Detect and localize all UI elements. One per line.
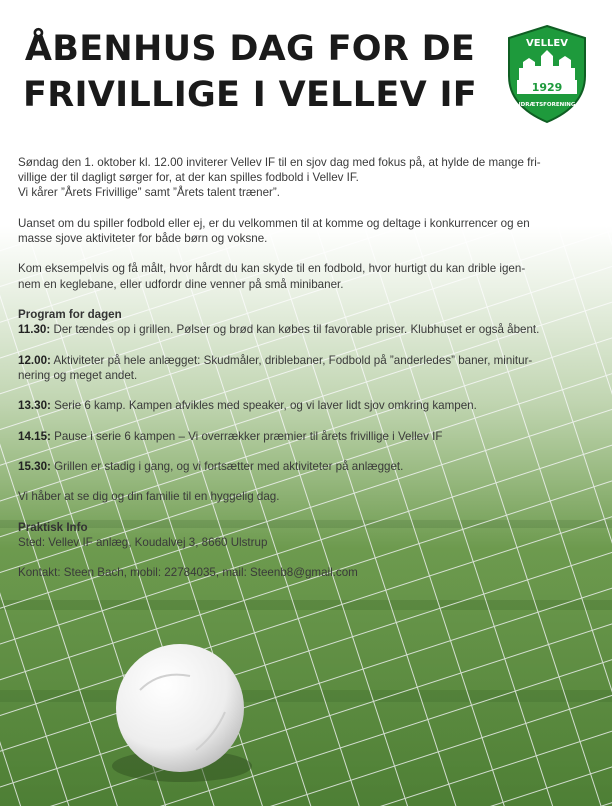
program-item bbox=[18, 353, 588, 368]
program-item bbox=[18, 459, 588, 474]
program-time: 11.30: bbox=[18, 323, 51, 337]
program-text-continued: nering og meget andet. bbox=[18, 368, 138, 382]
intro-line: Vi kårer ”Årets Frivillige” samt ”Årets talent træner”. bbox=[18, 186, 280, 200]
title-line-2: FRIVILLIGE I VELLEV IF bbox=[23, 75, 477, 115]
svg-text:VELLEV: VELLEV bbox=[526, 38, 568, 49]
svg-text:1929: 1929 bbox=[531, 81, 563, 94]
program-time: 12.00: bbox=[18, 353, 51, 367]
program-heading: Program for dagen bbox=[18, 307, 122, 321]
program-text: Aktiviteter på hele anlægget: Skudmåler, driblebaner, Fodbold på ”anderledes” baner, minitur- bbox=[50, 353, 533, 367]
program-item bbox=[18, 398, 588, 413]
intro-line: Søndag den 1. oktober kl. 12.00 inviterer Vellev IF til en sjov dag med fokus på, at hylde de mange fri- bbox=[18, 156, 541, 169]
svg-text:IDRÆTSFORENING: IDRÆTSFORENING bbox=[518, 102, 576, 108]
activities-line: nem en keglebane, eller udfordr dine venner på små minibaner. bbox=[18, 277, 344, 291]
program-time: 14.15: bbox=[18, 429, 51, 443]
invite-line: masse sjove aktiviteter for både børn og voksne. bbox=[18, 232, 268, 245]
closing-line: Vi håber at se dig og din familie til en hyggelig dag. bbox=[18, 490, 280, 504]
program-text: Serie 6 kamp. Kampen afvikles med speaker, og vi laver lidt sjov omkring kampen. bbox=[50, 399, 477, 413]
program-item bbox=[18, 322, 588, 337]
program-text: Grillen er stadig i gang, og vi fortsætter med aktiviteter på anlægget. bbox=[50, 459, 404, 473]
invite-line: Uanset om du spiller fodbold eller ej, er du velkommen til at komme og deltage i konkurrencer og en bbox=[18, 216, 530, 230]
info-heading: Praktisk Info bbox=[18, 520, 88, 534]
program-text: Der tændes op i grillen. Pølser og brød kan købes til favorable priser. Klubhuset er også åbent. bbox=[50, 323, 540, 337]
program-time: 13.30: bbox=[18, 399, 51, 413]
program-time: 15.30: bbox=[18, 459, 51, 473]
contact-line: Kontakt: Steen Bach, mobil: 22784035, mail: Steenb8@gmail.com bbox=[18, 566, 358, 580]
location-line: Sted: Vellev IF anlæg, Koudalvej 3, 8660 Ulstrup bbox=[18, 535, 268, 549]
intro-line: villige der til dagligt sørger for, at der kan spilles fodbold i Vellev IF. bbox=[18, 171, 359, 185]
program-item bbox=[18, 429, 588, 444]
club-logo bbox=[505, 24, 589, 124]
flyer-body bbox=[18, 155, 588, 581]
activities-line: Kom eksempelvis og få målt, hvor hårdt du kan skyde til en fodbold, hvor hurtigt du kan drible igen- bbox=[18, 262, 526, 276]
page-title bbox=[20, 26, 480, 118]
program-text: Pause i serie 6 kampen – Vi overrækker præmier til årets frivillige i Vellev IF bbox=[50, 429, 443, 443]
title-line-1: ÅBENHUS DAG FOR DE bbox=[24, 29, 476, 69]
